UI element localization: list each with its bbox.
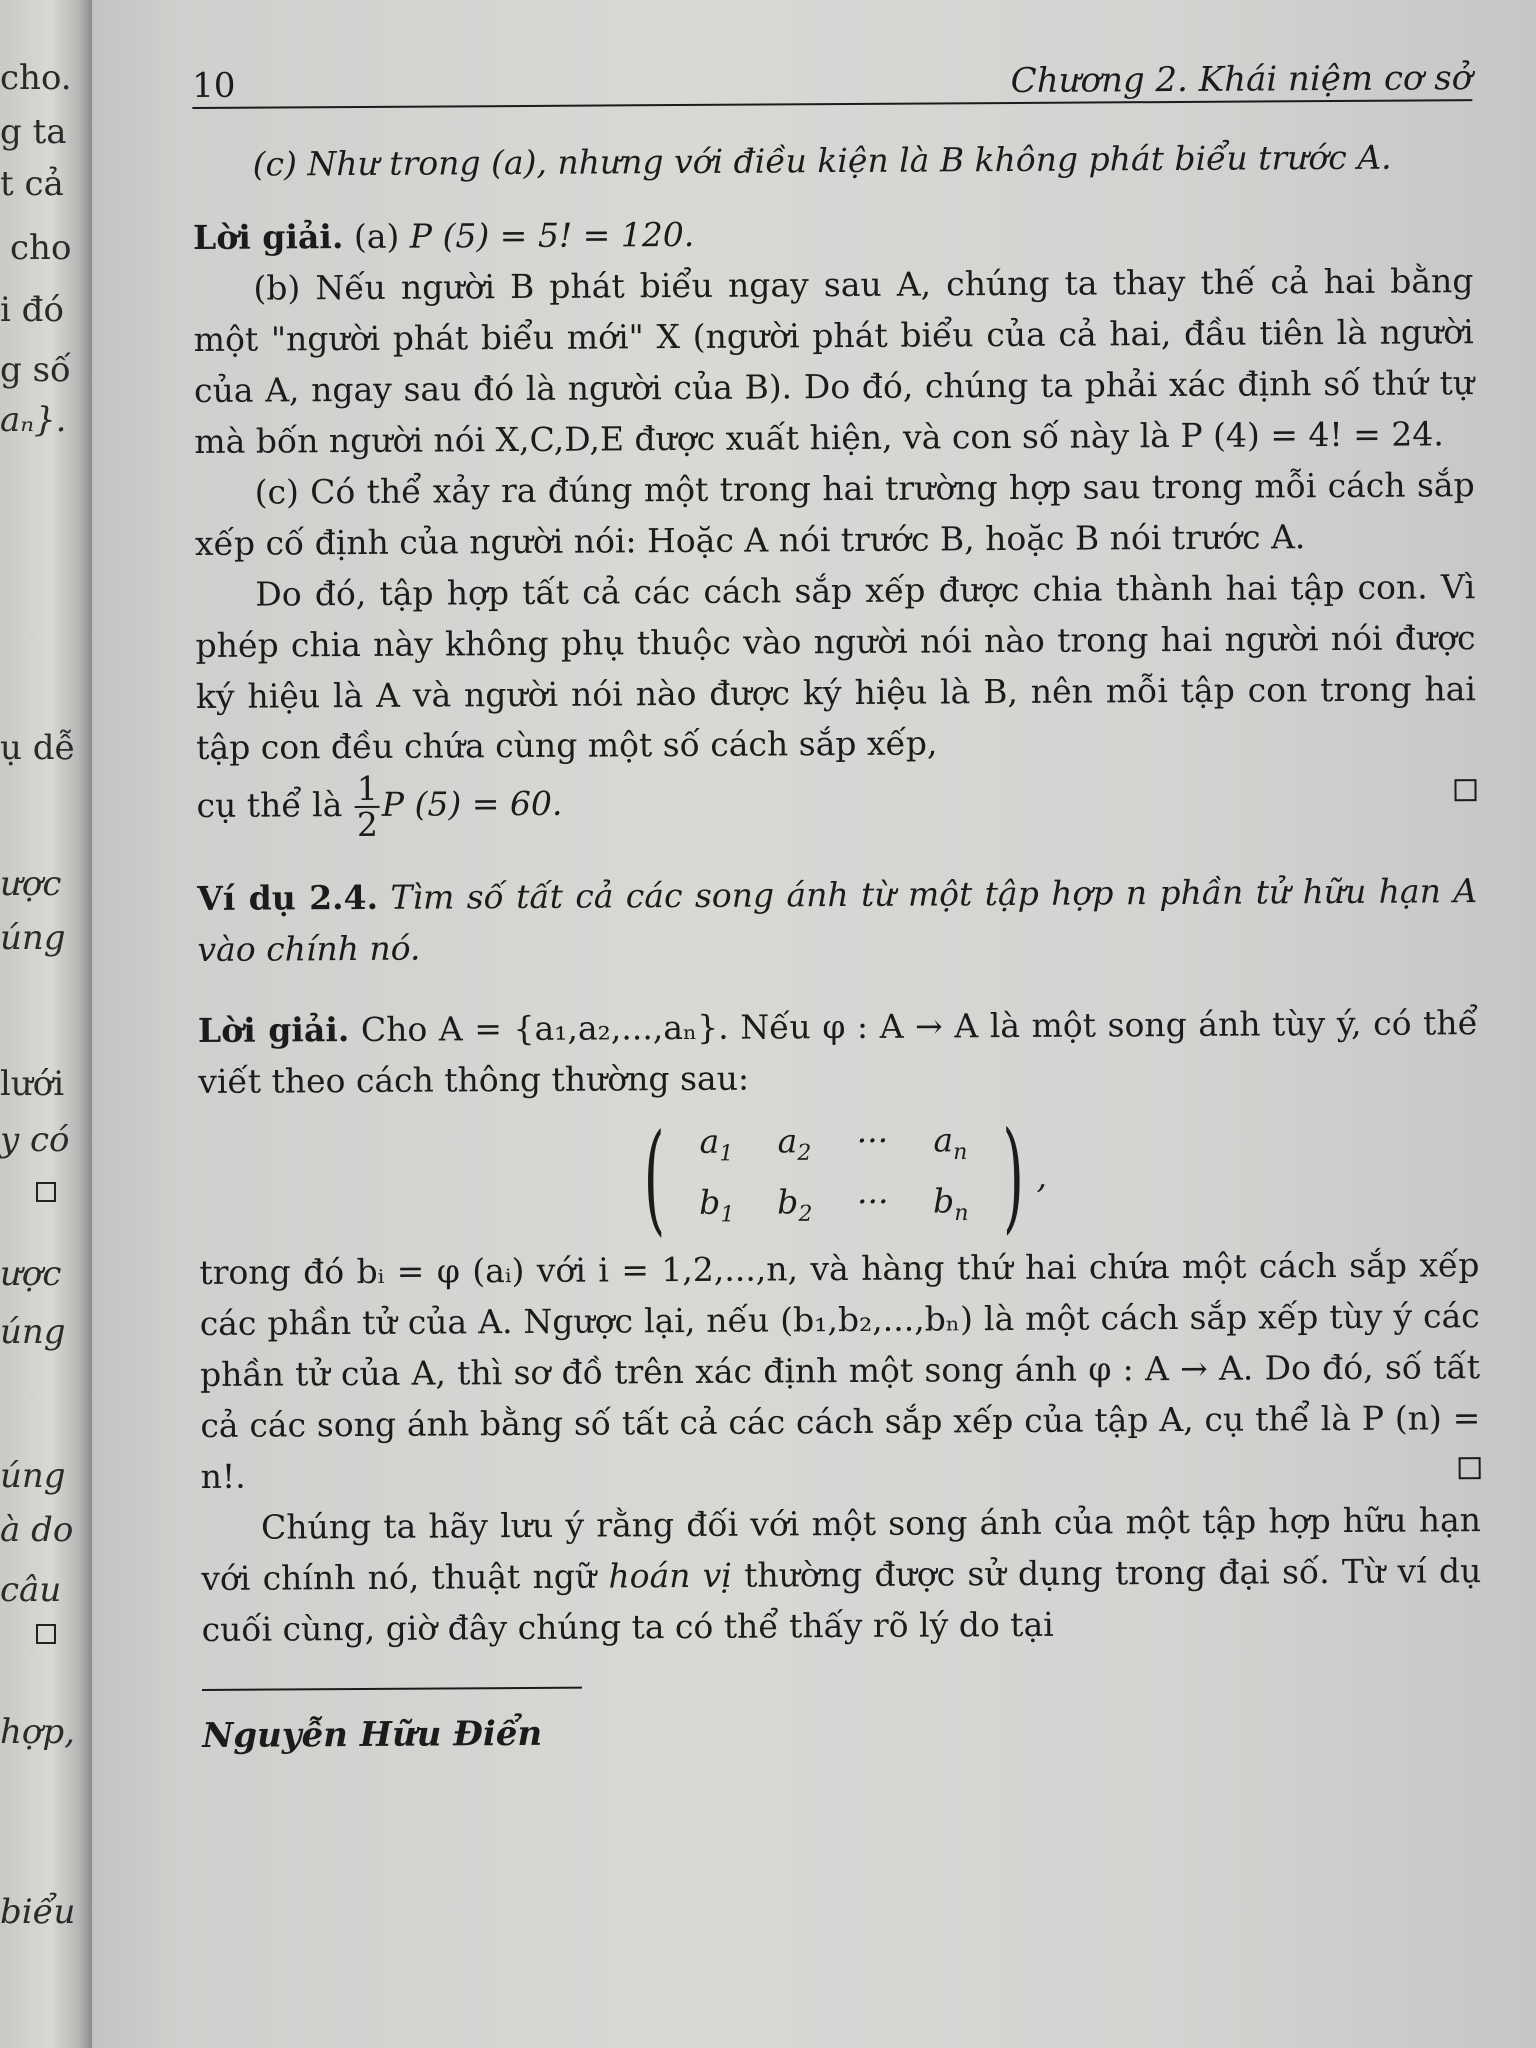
margin-fragment: biểu <box>0 1892 76 1932</box>
margin-fragment: g số <box>0 350 71 390</box>
margin-fragment: úng <box>0 918 66 958</box>
matrix-cell: $a_n$ <box>933 1120 968 1165</box>
part-c-statement: (c) Như trong (a), nhưng với điều kiện là B không phát biểu trước A. <box>252 137 1392 184</box>
term-hoan-vi: hoán vị <box>608 1555 733 1596</box>
matrix-cell: $b_1$ <box>699 1182 735 1227</box>
fraction-numerator: 1 <box>356 768 378 809</box>
example-label: Ví dụ 2.4. <box>197 877 379 918</box>
page-number: 10 <box>192 65 236 106</box>
example-statement: Tìm số tất cả các song ánh từ một tập hợp n phần tử hữu hạn A vào chính nó. <box>197 871 1478 969</box>
part-a-label: (a) <box>353 216 400 257</box>
margin-fragment: aₙ}. <box>0 400 67 440</box>
margin-qed-box <box>36 1624 56 1644</box>
matrix-trailing-comma: , <box>1036 1156 1048 1196</box>
matrix-cell: $a_1$ <box>699 1121 734 1167</box>
solution-2-intro <box>198 997 1479 1107</box>
matrix-cell: ··· <box>856 1120 889 1160</box>
matrix-cell: $b_n$ <box>932 1180 969 1226</box>
matrix-cell: $a_2$ <box>777 1121 812 1166</box>
margin-fragment: cho <box>10 228 72 268</box>
fraction-one-half <box>355 768 380 845</box>
solution-2-intro-text: Cho A = {a₁,a₂,...,aₙ}. Nếu φ : A → A là một song ánh tùy ý, có thể viết theo cách thông thường sau: <box>198 1003 1479 1101</box>
footer-rule <box>202 1687 582 1691</box>
margin-fragment: y có <box>0 1120 70 1160</box>
margin-fragment: úng <box>0 1456 66 1496</box>
solution-1-part-b: (b) Nếu người B phát biểu ngay sau A, chúng ta thay thế cả hai bằng một "người phát biểu mới" X (người phát biểu của cả hai, đầu tiên là người của A, ngay sau đó là người của B). Do đó, chúng ta phải xác định số thứ tự mà bốn người nói X,C,D,E được xuất hiện, và con số này là P (4) = 4! = 24. <box>193 261 1475 461</box>
margin-fragment: à do <box>0 1510 74 1550</box>
margin-fragment: i đó <box>0 290 64 330</box>
solution-1-conclusion: Do đó, tập hợp tất cả các cách sắp xếp được chia thành hai tập con. Vì phép chia này không phụ thuộc vào người nói nào trong hai người nói được ký hiệu là A và người nói nào được ký hiệu là B, nên mỗi tập con trong hai tập con đều chứa cùng một số cách sắp xếp, <box>195 567 1477 767</box>
page-header <box>192 47 1472 109</box>
margin-fragment: t cả <box>0 164 64 204</box>
closing-paragraph <box>201 1494 1482 1655</box>
matrix-cell: $b_2$ <box>777 1181 813 1227</box>
solution-label: Lời giải. <box>197 1010 350 1050</box>
margin-fragment: g ta <box>0 112 67 152</box>
margin-fragment: lưới <box>0 1064 65 1104</box>
margin-fragment: cho. <box>0 58 72 98</box>
book-page <box>92 0 1536 2048</box>
qed-box <box>1459 1457 1481 1479</box>
left-parenthesis: ( <box>643 1108 666 1248</box>
part-a-formula: P (5) = 5! = 120. <box>409 214 695 256</box>
permutation-matrix <box>199 1106 1480 1248</box>
solution-1-result <box>196 765 1476 843</box>
margin-fragment: ược <box>0 1254 62 1294</box>
matrix-cell: ··· <box>856 1181 889 1221</box>
right-parenthesis: ) <box>1002 1106 1024 1246</box>
closing-text: Chúng ta hãy lưu ý rằng đối với một song ánh của một tập hợp hữu hạn với chính nó, thuật ngữ <box>201 1500 1482 1598</box>
solution-1-part-c: (c) Có thể xảy ra đúng một trong hai trường hợp sau trong mỗi cách sắp xếp cố định của người nói: Hoặc A nói trước B, hoặc B nói trước A. <box>194 465 1475 563</box>
solution-1-part-a <box>193 204 1473 263</box>
qed-box <box>1454 779 1476 801</box>
margin-fragment: ược <box>0 864 62 904</box>
author-name: Nguyễn Hữu Điển <box>202 1713 543 1756</box>
margin-fragment: câu <box>0 1570 62 1610</box>
margin-fragment: hợp, <box>0 1712 75 1752</box>
margin-fragment: ụ dễ <box>0 728 76 768</box>
margin-fragment: úng <box>0 1312 66 1352</box>
result-formula: P (5) = 60. <box>381 783 563 824</box>
fraction-denominator: 2 <box>356 804 379 845</box>
page-content <box>192 47 1482 1762</box>
result-prefix: cụ thể là <box>196 785 343 825</box>
running-head: Chương 2. Khái niệm cơ sở <box>1010 58 1473 101</box>
solution-2-body <box>199 1239 1481 1502</box>
margin-qed-box <box>36 1182 56 1202</box>
solution-2-body-text: trong đó bᵢ = φ (aᵢ) với i = 1,2,...,n, và hàng thứ hai chứa một cách sắp xếp các phần tử của A. Ngược lại, nếu (b₁,b₂,...,bₙ) là một cách sắp xếp tùy ý các phần tử của A, thì sơ đồ trên xác định một song ánh φ : A → A. Do đó, số tất cả các song ánh bằng số tất cả các cách sắp xếp của tập A, cụ thể là P (n) = n!. <box>199 1245 1481 1496</box>
solution-label: Lời giải. <box>192 217 344 257</box>
closing-text: thường được sử dụng trong đại số. Từ ví dụ cuối cùng, giờ đây chúng ta có thể thấy rõ lý do tại <box>201 1551 1482 1649</box>
left-facing-page <box>0 0 92 2048</box>
example-2-4 <box>197 865 1478 975</box>
